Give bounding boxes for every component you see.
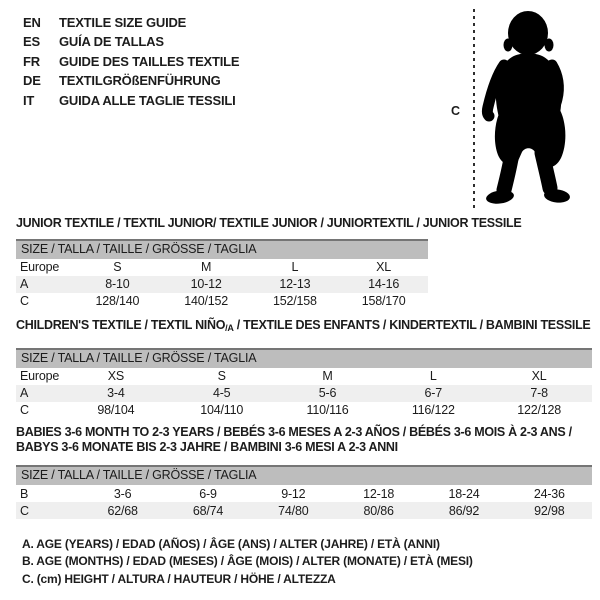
size-cell: 9-12 <box>281 486 306 501</box>
language-title: GUIDE DES TAILLES TEXTILE <box>59 53 240 69</box>
size-cell: 24-36 <box>533 486 565 501</box>
language-code: DE <box>23 73 41 89</box>
size-cell: L <box>291 260 299 274</box>
table-row <box>16 502 592 519</box>
row-label: C <box>20 294 29 308</box>
size-cell: 152/158 <box>272 294 317 308</box>
size-cell: 92/98 <box>534 503 565 518</box>
size-cell: 158/170 <box>361 294 406 308</box>
table-row <box>16 485 592 502</box>
language-code: IT <box>23 92 35 108</box>
children-size-table <box>16 368 592 419</box>
language-code: EN <box>23 15 41 30</box>
size-cell: XL <box>376 260 392 274</box>
row-label: Europe <box>20 260 60 274</box>
language-row-it <box>23 91 239 110</box>
size-cell: 7-8 <box>530 386 548 400</box>
footnote-legend <box>22 536 473 588</box>
size-cell: XS <box>107 369 125 383</box>
size-table-header: SIZE / TALLA / TAILLE / GRÖSSE / TAGLIA <box>16 239 428 259</box>
size-cell: 68/74 <box>192 503 224 518</box>
language-row-es <box>23 32 239 51</box>
size-cell: XL <box>531 369 547 383</box>
title-part: CHILDREN'S TEXTILE / TEXTIL NIÑO <box>16 318 226 332</box>
size-cell: 14-16 <box>368 277 400 291</box>
babies-section <box>16 425 592 519</box>
language-title: TEXTILGRÖßENFÜHRUNG <box>59 73 221 89</box>
size-cell: 12-18 <box>363 486 395 501</box>
size-cell: 74/80 <box>278 503 309 518</box>
language-title-list <box>23 13 239 110</box>
size-cell: 140/152 <box>184 294 229 308</box>
size-cell: 62/68 <box>107 503 138 518</box>
row-label: B <box>20 486 29 501</box>
size-cell: 18-24 <box>448 486 480 501</box>
height-measure-label: C <box>451 104 461 118</box>
toddler-silhouette-image <box>480 5 580 210</box>
footnote-a: A. AGE (YEARS) / EDAD (AÑOS) / ÂGE (ANS) / ALTER (JAHRE) / ETÀ (ANNI) <box>22 537 440 551</box>
size-cell: M <box>201 260 212 274</box>
size-cell: 86/92 <box>448 503 480 518</box>
table-row <box>16 385 592 402</box>
language-row-de <box>23 71 239 90</box>
size-cell: 6-7 <box>424 386 443 400</box>
junior-size-table <box>16 259 428 310</box>
size-cell: 128/140 <box>95 294 140 308</box>
size-table-header: SIZE / TALLA / TAILLE / GRÖSSE / TAGLIA <box>16 348 592 368</box>
language-title: TEXTILE SIZE GUIDE <box>59 15 187 30</box>
size-cell: S <box>113 260 122 274</box>
junior-section-title: JUNIOR TEXTILE / TEXTIL JUNIOR/ TEXTILE JUNIOR / JUNIORTEXTIL / JUNIOR TESSILE <box>16 216 522 230</box>
size-cell: 8-10 <box>105 277 130 291</box>
language-title: GUÍA DE TALLAS <box>59 34 164 50</box>
size-cell: M <box>322 369 333 383</box>
row-label: Europe <box>20 369 60 383</box>
size-cell: 110/116 <box>306 403 349 417</box>
language-title: GUIDA ALLE TAGLIE TESSILI <box>59 92 236 108</box>
row-label: A <box>20 386 29 400</box>
size-cell: 116/122 <box>411 403 455 417</box>
title-subscript: /A <box>225 323 234 333</box>
size-cell: 3-6 <box>113 486 132 501</box>
size-cell: 10-12 <box>190 277 222 291</box>
size-cell: 6-9 <box>199 486 217 501</box>
size-cell: 104/110 <box>200 403 244 417</box>
children-section <box>16 318 592 419</box>
children-section-title <box>16 318 592 336</box>
row-label: A <box>20 277 29 291</box>
size-cell: 122/128 <box>517 403 561 417</box>
row-label: C <box>20 503 29 518</box>
table-row <box>16 368 592 385</box>
table-row <box>16 259 428 276</box>
size-cell: L <box>429 369 437 383</box>
footnote-b: B. AGE (MONTHS) / EDAD (MESES) / ÂGE (MOIS) / ALTER (MONATE) / ETÀ (MESI) <box>22 554 473 569</box>
footnote-c: C. (cm) HEIGHT / ALTURA / HAUTEUR / HÖHE / ALTEZZA <box>22 571 336 586</box>
language-code: FR <box>23 53 40 69</box>
language-code: ES <box>23 34 40 50</box>
table-row <box>16 293 428 310</box>
language-row-en <box>23 13 239 32</box>
size-cell: 98/104 <box>97 403 135 417</box>
size-cell: 5-6 <box>318 386 337 400</box>
size-table-header: SIZE / TALLA / TAILLE / GRÖSSE / TAGLIA <box>16 465 592 485</box>
table-row <box>16 402 592 419</box>
title-part: / TEXTILE DES ENFANTS / KINDERTEXTIL / BAMBINI TESSILE <box>233 318 591 332</box>
babies-section-title-line1: BABIES 3-6 MONTH TO 2-3 YEARS / BEBÉS 3-6 MESES A 2-3 AÑOS / BÉBÉS 3-6 MOIS À 2-3 ANS / <box>16 425 572 439</box>
junior-section <box>16 216 522 310</box>
size-cell: 4-5 <box>212 386 231 400</box>
size-cell: 80/86 <box>363 503 394 518</box>
table-row <box>16 276 428 293</box>
size-cell: 12-13 <box>279 277 311 291</box>
babies-section-title-line2: BABYS 3-6 MONATE BIS 2-3 JAHRE / BAMBINI 3-6 MESI A 2-3 ANNI <box>16 439 398 454</box>
row-label: C <box>20 403 29 417</box>
language-row-fr <box>23 52 239 71</box>
height-measure-dashed-line <box>473 9 475 208</box>
babies-size-table <box>16 485 592 519</box>
size-cell: 3-4 <box>107 386 125 400</box>
size-cell: S <box>217 369 226 383</box>
